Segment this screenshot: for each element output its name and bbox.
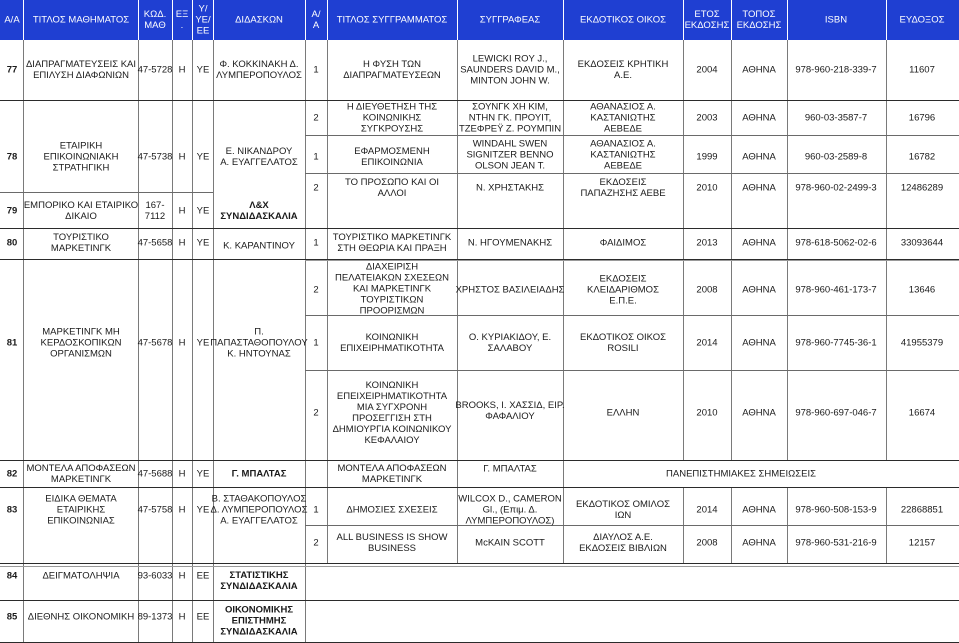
course-title: ΔΙΑΠΡΑΓΜΑΤΕΥΣΕΙΣ ΚΑΙ ΕΠΙΛΥΣΗ ΔΙΑΦΩΝΙΩΝ bbox=[25, 59, 137, 81]
course-code: 47-5688 bbox=[137, 468, 173, 480]
course-title: ΜΟΝΤΕΛΑ ΑΠΟΦΑΣΕΩΝ ΜΑΡΚΕΤΙΝΓΚ bbox=[26, 463, 136, 485]
book-authors: ΣΟΥΝΓΚ ΧΗ ΚΙΜ, ΝΤΗΝ ΓΚ. ΠΡΟΥΙΤ, ΤΖΕΦΡΕΫ Ζ. ΡΟΥΜΠΙΝ bbox=[458, 101, 562, 135]
header-divider bbox=[213, 0, 214, 40]
course-teacher: Β. ΣΤΑΘΑΚΟΠΟΥΛΟΣ Δ. ΛΥΜΠΕΡΟΠΟΥΛΟΣ Α. ΕΥΑΓΓΕΛΑΤΟΣ bbox=[210, 493, 308, 527]
header-divider bbox=[787, 0, 788, 40]
book-isbn: 978-960-461-173-7 bbox=[795, 284, 877, 296]
book-year: 2014 bbox=[696, 337, 718, 349]
book-number: 2 bbox=[313, 182, 319, 194]
course-semester: Η bbox=[178, 570, 186, 582]
row-separator bbox=[0, 460, 959, 461]
book-place: ΑΘΗΝΑ bbox=[742, 504, 776, 516]
course-teacher: Ε. ΝΙΚΑΝΔΡΟΥ Α. ΕΥΑΓΓΕΛΑΤΟΣ bbox=[220, 146, 298, 168]
course-type: ΥΕ bbox=[196, 468, 210, 480]
header-authors: ΣΥΓΓΡΑΦΕΑΣ bbox=[479, 14, 541, 26]
course-title: ΕΜΠΟΡΙΚΟ ΚΑΙ ΕΤΑΙΡΙΚΟ ΔΙΚΑΙΟ bbox=[23, 200, 139, 222]
course-semester: Η bbox=[178, 611, 186, 623]
book-number: 1 bbox=[313, 237, 319, 249]
row-number: 79 bbox=[6, 205, 18, 217]
header-isbn: ISBN bbox=[824, 14, 848, 26]
book-authors: Ν. ΗΓΟΥΜΕΝΑΚΗΣ bbox=[467, 237, 553, 249]
cell-separator bbox=[305, 135, 959, 136]
row-separator bbox=[0, 192, 213, 193]
course-title: ΕΙΔΙΚΑ ΘΕΜΑΤΑ ΕΤΑΙΡΙΚΗΣ ΕΠΙΚΟΙΝΩΝΙΑΣ bbox=[45, 493, 117, 527]
course-type: ΥΕ bbox=[196, 64, 210, 76]
row-separator bbox=[0, 487, 959, 488]
book-isbn: 978-960-508-153-9 bbox=[795, 504, 877, 516]
header-divider bbox=[192, 0, 193, 40]
book-publisher: ΕΛΛΗΝ bbox=[606, 407, 640, 419]
book-authors: LEWICKI ROY J., SAUNDERS DAVID M., MINTON JOHN W. bbox=[460, 53, 560, 87]
book-number: 1 bbox=[313, 64, 319, 76]
header-divider bbox=[172, 0, 173, 40]
book-title: Η ΦΥΣΗ ΤΩΝ ΔΙΑΠΡΑΓΜΑΤΕΥΣΕΩΝ bbox=[343, 59, 441, 81]
course-teacher: Π. ΠΑΠΑΣΤΑΘΟΠΟΥΛΟΥ Κ. ΗΝΤΟΥΝΑΣ bbox=[210, 326, 308, 360]
book-eudoxus: 22868851 bbox=[900, 504, 944, 516]
course-code: 89-1373 bbox=[137, 611, 173, 623]
book-eudoxus: 33093644 bbox=[900, 237, 944, 249]
book-eudoxus: 16796 bbox=[908, 112, 936, 124]
book-authors: ΧΡΗΣΤΟΣ ΒΑΣΙΛΕΙΑΔΗΣ bbox=[455, 284, 565, 296]
row-number: 85 bbox=[6, 611, 18, 623]
book-place: ΑΘΗΝΑ bbox=[742, 407, 776, 419]
book-publisher: ΕΚΔΟΣΕΙΣ ΚΛΕΙΔΑΡΙΘΜΟΣ Ε.Π.Ε. bbox=[587, 273, 659, 307]
row-number: 82 bbox=[6, 468, 18, 480]
book-title: ΚΟΙΝΩΝΙΚΗ ΕΠΕΙΧΕΙΡΗΜΑΤΙΚΟΤΗΤΑ ΜΙΑ ΣΥΓΧΡΟΝΗ ΠΡΟΣΕΓΓΙΣΗ ΣΤΗ ΔΗΜΙΟΥΡΓΙΑ ΚΟΙΝΩΝΙΚΟΥ ΚΕΦΑΛΑΙΟΥ bbox=[332, 380, 452, 446]
row-number: 77 bbox=[6, 64, 18, 76]
header-divider bbox=[886, 0, 887, 40]
course-teacher: Κ. ΚΑΡΑΝΤΙΝΟΥ bbox=[223, 240, 295, 252]
course-semester: Η bbox=[178, 64, 186, 76]
course-teacher: Φ. ΚΟΚΚΙΝΑΚΗ Δ. ΛΥΜΠΕΡΟΠΟΥΛΟΣ bbox=[216, 59, 302, 81]
course-teacher: ΟΙΚΟΝΟΜΙΚΗΣ ΕΠΙΣΤΗΜΗΣ ΣΥΝΔΙΔΑΣΚΑΛΙΑ bbox=[220, 604, 298, 638]
book-publisher: ΔΙΑΥΛΟΣ Α.Ε. ΕΚΔΟΣΕΙΣ ΒΙΒΛΙΩΝ bbox=[579, 532, 667, 554]
header-book-title: ΤΙΤΛΟΣ ΣΥΓΓΡΑΜΜΑΤΟΣ bbox=[336, 14, 448, 26]
book-title: ΕΦΑΡΜΟΣΜΕΝΗ ΕΠΙΚΟΙΝΩΝΙΑ bbox=[354, 146, 430, 168]
book-eudoxus: 12157 bbox=[908, 537, 936, 549]
header-teachers: ΔΙΔΑΣΚΩΝ bbox=[235, 14, 283, 26]
course-title: ΔΙΕΘΝΗΣ ΟΙΚΟΝΟΜΙΚΗ bbox=[27, 611, 135, 623]
course-title: ΔΕΙΓΜΑΤΟΛΗΨΙΑ bbox=[42, 570, 120, 582]
book-year: 1999 bbox=[696, 151, 718, 163]
book-year: 2003 bbox=[696, 112, 718, 124]
book-place: ΑΘΗΝΑ bbox=[742, 337, 776, 349]
book-number: 1 bbox=[313, 151, 319, 163]
book-isbn: 960-03-3587-7 bbox=[804, 112, 868, 124]
header-eudoxus: ΕΥΔΟΞΟΣ bbox=[899, 14, 945, 26]
book-authors: Ν. ΧΡΗΣΤΑΚΗΣ bbox=[475, 182, 545, 194]
column-divider bbox=[886, 40, 887, 460]
header-course-code: ΚΩΔ. ΜΑΘ bbox=[143, 9, 167, 31]
course-type: ΥΕ bbox=[196, 337, 210, 349]
header-divider bbox=[563, 0, 564, 40]
course-code: 93-6033 bbox=[137, 570, 173, 582]
book-title: ΚΟΙΝΩΝΙΚΗ ΕΠΙΧΕΙΡΗΜΑΤΙΚΟΤΗΤΑ bbox=[340, 332, 444, 354]
course-title: ΤΟΥΡΙΣΤΙΚΟ ΜΑΡΚΕΤΙΝΓΚ bbox=[50, 232, 112, 254]
header-year: ΕΤΟΣ ΕΚΔΟΣΗΣ bbox=[684, 9, 730, 31]
course-type: ΥΕ bbox=[196, 151, 210, 163]
book-year: 2010 bbox=[696, 407, 718, 419]
book-title: ALL BUSINESS IS SHOW BUSINESS bbox=[336, 532, 448, 554]
row-number: 83 bbox=[6, 504, 18, 516]
header-place: ΤΟΠΟΣ ΕΚΔΟΣΗΣ bbox=[736, 9, 782, 31]
book-publisher: ΑΘΑΝΑΣΙΟΣ Α. ΚΑΣΤΑΝΙΩΤΗΣ ΑΕΒΕΔΕ bbox=[590, 101, 656, 135]
cell-separator bbox=[305, 525, 959, 526]
book-eudoxus: 16674 bbox=[908, 407, 936, 419]
book-number: 2 bbox=[313, 284, 319, 296]
course-type: ΕΕ bbox=[196, 611, 210, 623]
book-eudoxus: 12486289 bbox=[900, 182, 944, 194]
book-authors: Ο. ΚΥΡΙΑΚΙΔΟΥ, Ε. ΣΑΛΑΒΟΥ bbox=[468, 332, 552, 354]
header-semester: ΕΞ . bbox=[175, 9, 189, 31]
book-place: ΑΘΗΝΑ bbox=[742, 237, 776, 249]
row-number: 78 bbox=[6, 151, 18, 163]
book-authors: WINDAHL SWEN SIGNITZER BENNO OLSON JEAN T. bbox=[466, 138, 554, 172]
course-semester: Η bbox=[178, 205, 186, 217]
course-type: ΥΕ bbox=[196, 205, 210, 217]
course-code: 47-5758 bbox=[137, 504, 173, 516]
book-place: ΑΘΗΝΑ bbox=[742, 64, 776, 76]
course-semester: Η bbox=[178, 237, 186, 249]
course-semester: Η bbox=[178, 151, 186, 163]
column-divider bbox=[23, 40, 24, 643]
row-number: 80 bbox=[6, 237, 18, 249]
row-separator bbox=[0, 566, 959, 567]
book-authors: McKAIN SCOTT bbox=[475, 537, 545, 549]
book-authors: WILCOX D., CAMERON Gl., (Επιμ. Δ. ΛΥΜΠΕΡΟΠΟΥΛΟΣ) bbox=[458, 493, 562, 527]
book-eudoxus: 11607 bbox=[909, 64, 935, 76]
course-teacher: ΣΤΑΤΙΣΤΙΚΗΣ ΣΥΝΔΙΔΑΣΚΑΛΙΑ bbox=[220, 570, 298, 592]
course-code: 47-5678 bbox=[137, 337, 173, 349]
course-semester: Η bbox=[178, 337, 186, 349]
course-code: 47-5728 bbox=[137, 64, 173, 76]
book-publisher: ΑΘΑΝΑΣΙΟΣ Α. ΚΑΣΤΑΝΙΩΤΗΣ ΑΕΒΕΔΕ bbox=[590, 138, 656, 172]
header-type: Υ/ ΥΕ/ ΕΕ bbox=[195, 3, 211, 37]
course-type: ΕΕ bbox=[196, 570, 210, 582]
header-publisher: ΕΚΔΟΤΙΚΟΣ ΟΙΚΟΣ bbox=[580, 14, 666, 26]
book-authors: BROOKS, I. ΧΑΣΣΙΔ, ΕΙΡ. ΦΑΦΑΛΙΟΥ bbox=[455, 400, 565, 422]
cell-separator bbox=[305, 173, 959, 174]
book-eudoxus: 13646 bbox=[908, 284, 936, 296]
book-place: ΑΘΗΝΑ bbox=[742, 151, 776, 163]
course-code: 167- 7112 bbox=[144, 200, 166, 222]
column-divider bbox=[192, 40, 193, 643]
book-publisher: ΕΚΔΟΣΕΙΣ ΠΑΠΑΖΗΣΗΣ ΑΕΒΕ bbox=[580, 177, 666, 199]
book-isbn: 978-960-531-216-9 bbox=[795, 537, 877, 549]
book-note: ΠΑΝΕΠΙΣΤΗΜΙΑΚΕΣ ΣΗΜΕΙΩΣΕΙΣ bbox=[666, 468, 816, 480]
book-isbn: 978-960-218-339-7 bbox=[795, 64, 877, 76]
header-divider bbox=[23, 0, 24, 40]
book-title: Η ΔΙΕΥΘΕΤΗΣΗ ΤΗΣ ΚΟΙΝΩΝΙΚΗΣ ΣΥΓΚΡΟΥΣΗΣ bbox=[346, 101, 438, 135]
book-isbn: 960-03-2589-8 bbox=[804, 151, 868, 163]
header-course-title: ΤΙΤΛΟΣ ΜΑΘΗΜΑΤΟΣ bbox=[32, 14, 130, 26]
header-aa: Α/Α bbox=[4, 14, 20, 26]
course-semester: Η bbox=[178, 468, 186, 480]
book-number: 2 bbox=[313, 537, 319, 549]
book-number: 1 bbox=[313, 337, 319, 349]
column-divider bbox=[683, 40, 684, 460]
course-semester: Η bbox=[178, 504, 186, 516]
header-divider bbox=[731, 0, 732, 40]
row-separator bbox=[0, 228, 959, 229]
book-number: 1 bbox=[313, 504, 319, 516]
header-divider bbox=[138, 0, 139, 40]
book-isbn: 978-960-02-2499-3 bbox=[795, 182, 877, 194]
course-code: 47-5738 bbox=[137, 151, 173, 163]
book-place: ΑΘΗΝΑ bbox=[742, 182, 776, 194]
course-title: ΜΑΡΚΕΤΙΝΓΚ ΜΗ ΚΕΡΔΟΣΚΟΠΙΚΩΝ ΟΡΓΑΝΙΣΜΩΝ bbox=[40, 326, 122, 360]
book-place: ΑΘΗΝΑ bbox=[742, 284, 776, 296]
book-publisher: ΕΚΔΟΣΕΙΣ ΚΡΗΤΙΚΗ Α.Ε. bbox=[577, 59, 669, 81]
book-year: 2004 bbox=[696, 64, 718, 76]
book-title: ΤΟΥΡΙΣΤΙΚΟ ΜΑΡΚΕΤΙΝΓΚ ΣΤΗ ΘΕΩΡΙΑ ΚΑΙ ΠΡΑΞΗ bbox=[332, 232, 452, 254]
course-type: ΥΕ bbox=[196, 237, 210, 249]
book-year: 2014 bbox=[696, 504, 718, 516]
book-year: 2013 bbox=[696, 237, 718, 249]
row-separator bbox=[0, 563, 959, 564]
column-divider bbox=[563, 40, 564, 563]
column-divider bbox=[731, 40, 732, 460]
course-teacher: Λ&Χ ΣΥΝΔΙΔΑΣΚΑΛΙΑ bbox=[220, 200, 298, 222]
course-type: ΥΕ bbox=[196, 504, 210, 516]
book-title: ΔΙΑΧΕΙΡΙΣΗ ΠΕΛΑΤΕΙΑΚΩΝ ΣΧΕΣΕΩΝ ΚΑΙ ΜΑΡΚΕΤΙΝΓΚ ΤΟΥΡΙΣΤΙΚΩΝ ΠΡΟΟΡΙΣΜΩΝ bbox=[335, 261, 449, 317]
book-title: ΜΟΝΤΕΛΑ ΑΠΟΦΑΣΕΩΝ ΜΑΡΚΕΤΙΝΓΚ bbox=[337, 463, 447, 485]
course-teacher: Γ. ΜΠΑΛΤΑΣ bbox=[231, 468, 287, 480]
header-book-aa: Α/ Α bbox=[311, 9, 321, 31]
course-code: 47-5658 bbox=[137, 237, 173, 249]
book-place: ΑΘΗΝΑ bbox=[742, 112, 776, 124]
header-divider bbox=[305, 0, 306, 40]
book-eudoxus: 16782 bbox=[908, 151, 936, 163]
header-divider bbox=[327, 0, 328, 40]
book-place: ΑΘΗΝΑ bbox=[742, 537, 776, 549]
column-divider bbox=[457, 40, 458, 563]
book-authors: Γ. ΜΠΑΛΤΑΣ bbox=[483, 463, 537, 475]
cell-separator bbox=[305, 370, 959, 371]
book-publisher: ΕΚΔΟΤΙΚΟΣ ΟΜΙΛΟΣ ΙΩΝ bbox=[576, 499, 670, 521]
book-eudoxus: 41955379 bbox=[900, 337, 944, 349]
book-number: 2 bbox=[313, 112, 319, 124]
book-publisher: ΕΚΔΟΤΙΚΟΣ ΟΙΚΟΣ ROSILI bbox=[580, 332, 666, 354]
book-title: ΔΗΜΟΣΙΕΣ ΣΧΕΣΕΙΣ bbox=[346, 504, 438, 516]
book-year: 2008 bbox=[696, 284, 718, 296]
book-year: 2008 bbox=[696, 537, 718, 549]
header-divider bbox=[457, 0, 458, 40]
book-year: 2010 bbox=[696, 182, 718, 194]
row-number: 84 bbox=[6, 570, 18, 582]
column-divider bbox=[327, 40, 328, 563]
column-divider bbox=[787, 40, 788, 460]
book-title: ΤΟ ΠΡΟΣΩΠΟ ΚΑΙ ΟΙ ΑΛΛΟΙ bbox=[344, 177, 440, 199]
row-number: 81 bbox=[6, 337, 18, 349]
row-separator bbox=[0, 600, 959, 601]
book-publisher: ΦΑΙΔΙΜΟΣ bbox=[599, 237, 647, 249]
book-isbn: 978-960-697-046-7 bbox=[795, 407, 877, 419]
book-number: 2 bbox=[313, 407, 319, 419]
course-title: ΕΤΑΙΡΙΚΗ ΕΠΙΚΟΙΝΩΝΙΑΚΗ ΣΤΡΑΤΗΓΙΚΗ bbox=[43, 140, 119, 174]
book-isbn: 978-960-7745-36-1 bbox=[795, 337, 877, 349]
book-isbn: 978-618-5062-02-6 bbox=[795, 237, 877, 249]
